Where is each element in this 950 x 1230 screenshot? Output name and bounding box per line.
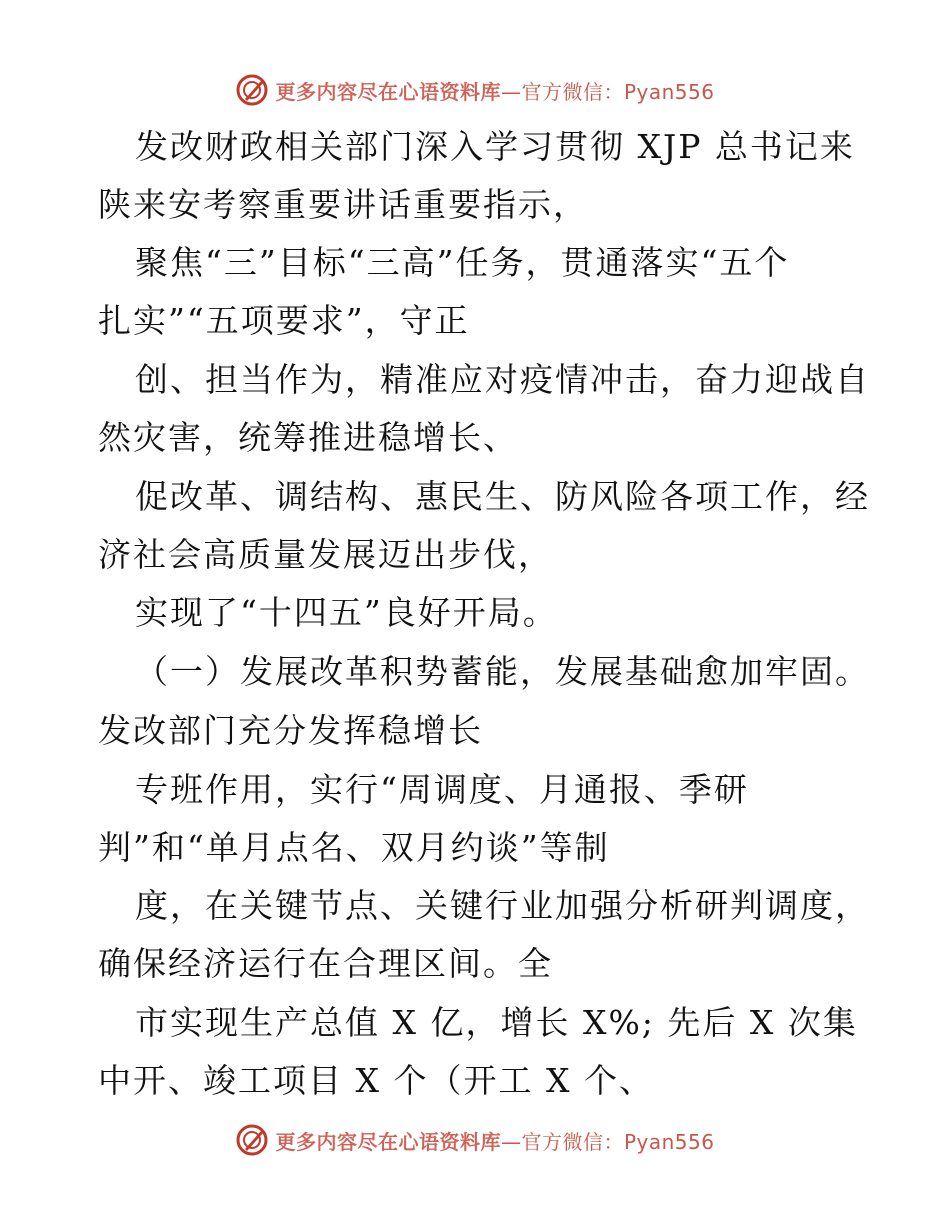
- watermark-logo-icon: [235, 1123, 269, 1157]
- paragraph-line: 聚焦“三”目标“三高”任务，贯通落实“五个: [135, 243, 790, 282]
- section-heading-line: （一）发展改革积势蓄能，发展基础愈加牢固。: [135, 652, 870, 691]
- paragraph-line: 济社会高质量发展迈出步伐，: [98, 535, 553, 574]
- paragraph-line: 创、担当作为，精准应对疫情冲击，奋力迎战自: [135, 360, 870, 399]
- watermark-sub: —官方微信：Pyan556: [500, 79, 715, 104]
- watermark-text: [275, 1126, 714, 1155]
- watermark-banner-bottom: [0, 1120, 950, 1160]
- paragraph-line: 实现了“十四五”良好开局。: [135, 593, 558, 632]
- paragraph-line: 促改革、调结构、惠民生、防风险各项工作，经: [135, 477, 870, 516]
- paragraph-line: 确保经济运行在合理区间。全: [98, 944, 553, 983]
- paragraph-line: 市实现生产总值 X 亿，增长 X%; 先后 X 次集: [135, 1003, 858, 1042]
- paragraph-line: 发改部门充分发挥稳增长: [98, 711, 483, 750]
- paragraph-line: 发改财政相关部门深入学习贯彻 XJP 总书记来: [135, 127, 855, 166]
- watermark-main: 更多内容尽在心语资料库: [275, 1129, 501, 1154]
- paragraph-line: 陕来安考察重要讲话重要指示，: [98, 185, 588, 224]
- watermark-banner-top: [0, 70, 950, 110]
- watermark-sub: —官方微信：Pyan556: [500, 1129, 715, 1154]
- watermark-text: [275, 76, 714, 105]
- paragraph-line: 然灾害，统筹推进稳增长、: [98, 418, 518, 457]
- paragraph-line: 判”和“单月点名、双月约谈”等制: [98, 828, 610, 867]
- watermark-logo-icon: [235, 73, 269, 107]
- paragraph-line: 中开、竣工项目 X 个（开工 X 个、: [98, 1061, 654, 1100]
- paragraph-line: 扎实”“五项要求”，守正: [98, 301, 470, 340]
- watermark-main: 更多内容尽在心语资料库: [275, 79, 501, 104]
- paragraph-line: 专班作用，实行“周调度、月通报、季研: [135, 770, 749, 809]
- paragraph-line: 度，在关键节点、关键行业加强分析研判调度，: [135, 886, 870, 925]
